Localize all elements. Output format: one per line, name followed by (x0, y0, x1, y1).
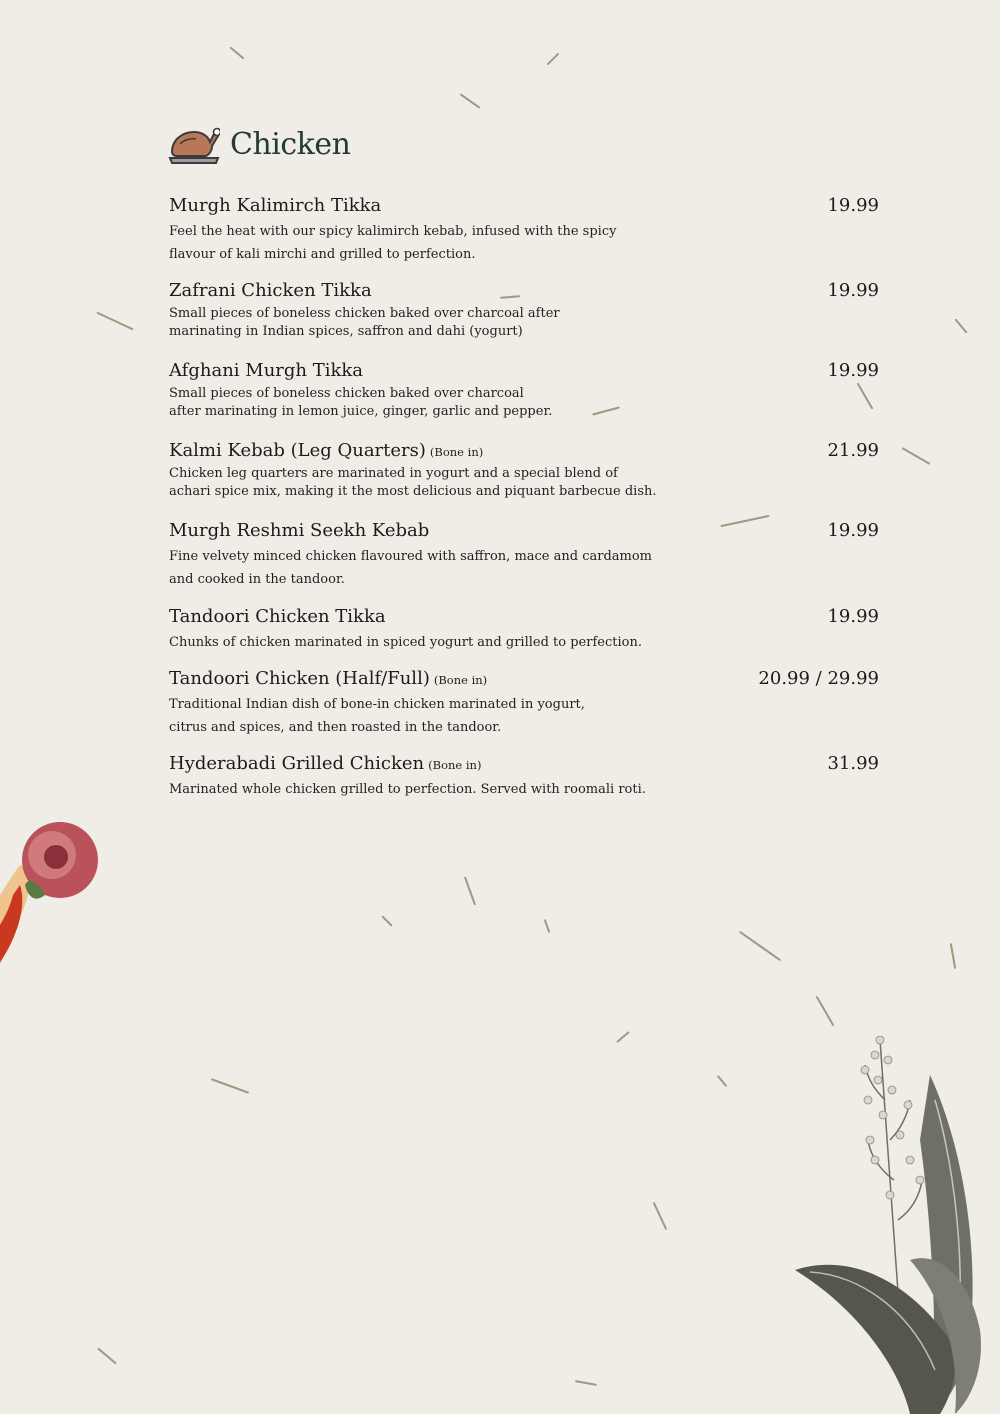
item-price: 19.99 (827, 195, 879, 216)
section-title: Chicken (230, 126, 351, 162)
item-name: Hyderabadi Grilled Chicken (169, 753, 425, 774)
item-price: 19.99 (827, 520, 879, 541)
item-price: 19.99 (827, 280, 879, 301)
item-description: Traditional Indian dish of bone-in chicken marinated in yogurt, citrus and spices, and then roasted in the tandoor. (169, 697, 585, 735)
item-name: Murgh Kalimirch Tikka (169, 195, 382, 216)
item-description: Chunks of chicken marinated in spiced yogurt and grilled to perfection. (169, 635, 642, 650)
item-description: Chicken leg quarters are marinated in yogurt and a special blend of achari spice mix, making it the most delicious and piquant barbecue dish. (169, 466, 657, 499)
item-name: Kalmi Kebab (Leg Quarters) (169, 440, 426, 461)
menu-item (169, 360, 879, 421)
item-name: Murgh Reshmi Seekh Kebab (169, 520, 430, 541)
item-price: 19.99 (827, 360, 879, 381)
menu-item (169, 753, 879, 801)
item-description: Fine velvety minced chicken flavoured with saffron, mace and cardamom and cooked in the tandoor. (169, 549, 652, 587)
item-name: Zafrani Chicken Tikka (169, 280, 372, 301)
item-note: (Bone in) (429, 445, 484, 459)
menu-item (169, 606, 879, 654)
arch-with-hand-holding-rose-illustration (0, 415, 120, 1125)
item-description: Small pieces of boneless chicken baked over charcoal after marinating in Indian spices, saffron and dahi (yogurt) (169, 306, 560, 339)
item-description: Marinated whole chicken grilled to perfection. Served with roomali roti. (169, 782, 646, 797)
item-name: Afghani Murgh Tikka (169, 360, 364, 381)
item-note: (Bone in) (433, 673, 488, 687)
item-description: Small pieces of boneless chicken baked over charcoal after marinating in lemon juice, ginger, garlic and pepper. (169, 386, 553, 419)
item-name: Tandoori Chicken (Half/Full) (169, 668, 430, 689)
item-price: 19.99 (827, 606, 879, 627)
menu-item (169, 440, 879, 501)
item-name: Tandoori Chicken Tikka (169, 606, 386, 627)
botanical-plant-illustration (780, 1010, 1000, 1414)
item-price: 21.99 (827, 440, 879, 461)
roast-chicken-icon (168, 122, 220, 166)
item-description: Feel the heat with our spicy kalimirch kebab, infused with the spicy flavour of kali mirchi and grilled to perfection. (169, 224, 617, 262)
menu-item (169, 668, 879, 739)
menu-item (169, 280, 879, 341)
section-header (168, 118, 350, 170)
item-note: (Bone in) (428, 758, 482, 772)
item-price: 31.99 (827, 753, 879, 774)
menu-item (169, 520, 879, 591)
menu-item (169, 195, 879, 266)
item-price: 20.99 / 29.99 (758, 668, 879, 689)
